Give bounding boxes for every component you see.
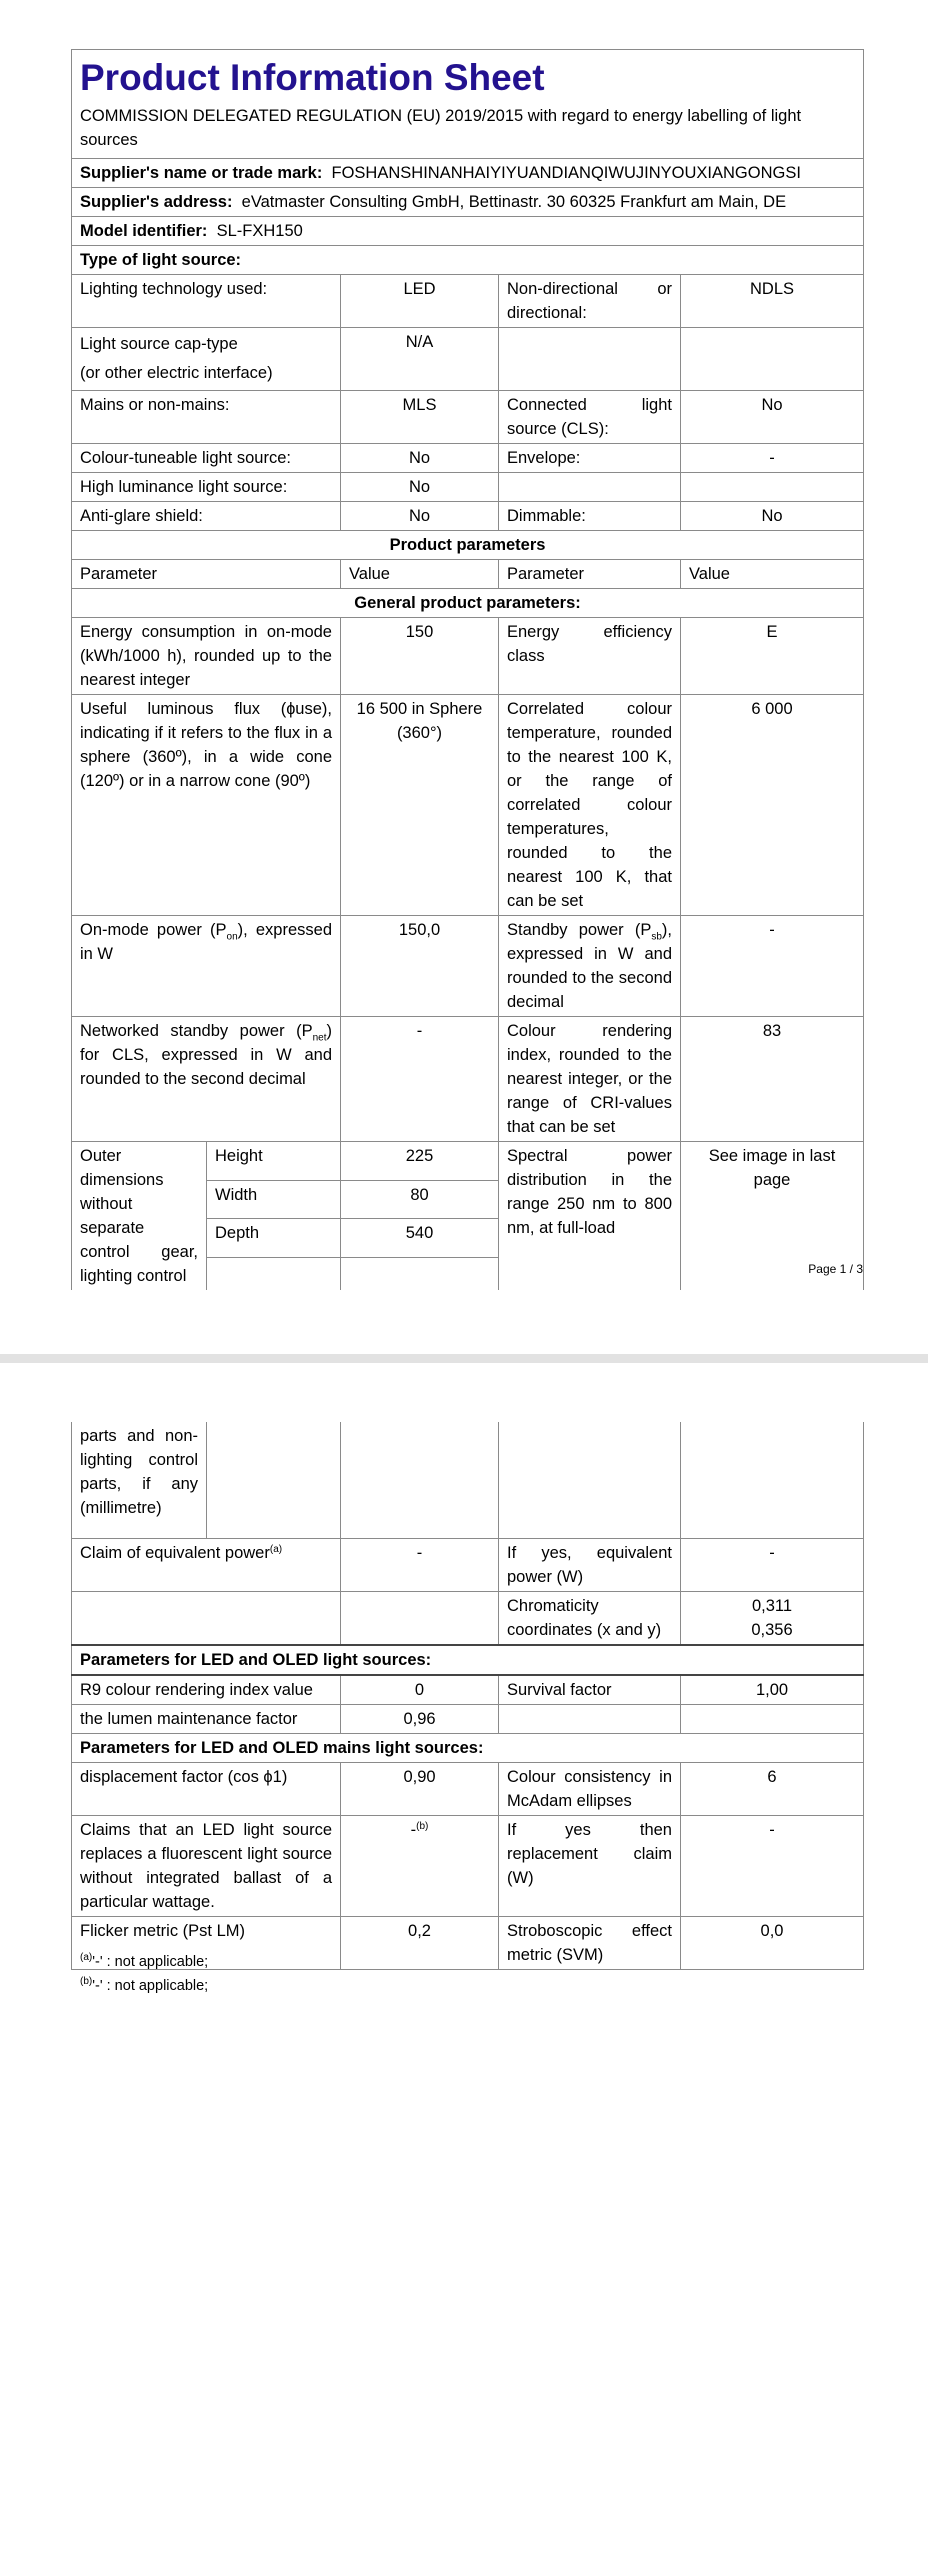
type-row [72, 328, 864, 391]
col-parameter: Parameter [72, 560, 341, 589]
type-row [72, 275, 864, 328]
type-value2: - [681, 444, 864, 473]
param-row [72, 1816, 864, 1917]
fluorescent-claim-label: Claims that an LED light source replaces a fluorescent light source without integrated ballast of a particular wattage. [72, 1816, 341, 1917]
type-label2: Non-directional or directional: [499, 275, 681, 328]
param-row [72, 618, 864, 695]
param-row [72, 1705, 864, 1734]
standby-power-value: - [681, 916, 864, 1017]
chromaticity-label: Chromaticity coordinates (x and y) [499, 1592, 681, 1646]
model-row [72, 217, 864, 246]
fluorescent-claim-value: -$^{(b)}$ [341, 1816, 499, 1917]
type-label: Light source cap-type (or other electric interface) [72, 328, 341, 391]
equivalent-power-value: - [341, 1539, 499, 1592]
spectral-distribution-label: Spectral power distribution in the range 250 nm to 800 nm, at full-load [499, 1142, 681, 1291]
width-value: 80 [341, 1180, 499, 1219]
type-row [72, 391, 864, 444]
chromaticity-value [681, 1592, 864, 1646]
page-number: Page 1 / 3 [808, 1262, 863, 1276]
type-label: High luminance light source: [72, 473, 341, 502]
col-value: Value [341, 560, 499, 589]
flicker-metric-label: Flicker metric (Pst LM) [72, 1917, 341, 1970]
lumen-maintenance-value: 0,96 [341, 1705, 499, 1734]
product-info-table-continued [71, 1422, 864, 1970]
flicker-metric-value: 0,2 [341, 1917, 499, 1970]
type-value2: No [681, 391, 864, 444]
type-label: Mains or non-mains: [72, 391, 341, 444]
product-sheet-page-2 [71, 1422, 863, 1970]
svm-label: Stroboscopic effect metric (SVM) [499, 1917, 681, 1970]
param-row [72, 695, 864, 916]
type-value: No [341, 444, 499, 473]
footnote-a: $^{(a)}$'-' : not applicable; [80, 1952, 209, 1970]
product-sheet-page-1 [71, 49, 863, 1290]
displacement-factor-value: 0,90 [341, 1763, 499, 1816]
type-label: Anti-glare shield: [72, 502, 341, 531]
networked-standby-label: Networked standby power $(P_{net})$ for CLS, expressed in W and rounded to the second decimal [72, 1017, 341, 1142]
led-params-heading: Parameters for LED and OLED light sources: [72, 1645, 864, 1675]
luminous-flux-label: Useful luminous flux (ɸuse), indicating if it refers to the flux in a sphere (360º), in a wide cone (120º) or in a narrow cone (90º) [72, 695, 341, 916]
depth-value: 540 [341, 1219, 499, 1258]
product-params-heading: Product parameters [72, 531, 864, 560]
survival-factor-value: 1,00 [681, 1675, 864, 1705]
type-value: LED [341, 275, 499, 328]
param-row [72, 1422, 864, 1539]
equivalent-watts-label: If yes, equivalent power (W) [499, 1539, 681, 1592]
colour-consistency-value: 6 [681, 1763, 864, 1816]
cri-label: Colour rendering index, rounded to the nearest integer, or the range of CRI-values that can be set [499, 1017, 681, 1142]
on-mode-power-value: 150,0 [341, 916, 499, 1017]
param-row [72, 1592, 864, 1646]
standby-power-label: Standby power $(P_{sb})$, expressed in W and rounded to the second decimal [499, 916, 681, 1017]
height-label: Height [207, 1142, 341, 1181]
param-row [72, 1675, 864, 1705]
supplier-name-label: Supplier's name or trade mark: [80, 164, 323, 182]
footnotes [80, 1950, 208, 1998]
type-value: N/A [341, 328, 499, 391]
type-value: No [341, 502, 499, 531]
type-value: No [341, 473, 499, 502]
displacement-factor-label: displacement factor (cos ϕ1) [72, 1763, 341, 1816]
equivalent-power-label: Claim of equivalent power$^{(a)}$ [72, 1539, 341, 1592]
chromaticity-y: 0,356 [751, 1621, 793, 1639]
regulation-subtitle: COMMISSION DELEGATED REGULATION (EU) 2019/2015 with regard to energy labelling of light sources [72, 104, 864, 159]
column-header-row [72, 560, 864, 589]
replacement-claim-value: - [681, 1816, 864, 1917]
type-row [72, 444, 864, 473]
type-value: MLS [341, 391, 499, 444]
r9-value: 0 [341, 1675, 499, 1705]
model-label: Model identifier: [80, 222, 208, 240]
replacement-claim-label: If yes then replacement claim (W) [499, 1816, 681, 1917]
cct-value: 6 000 [681, 695, 864, 916]
type-heading: Type of light source: [72, 246, 864, 275]
mains-params-heading: Parameters for LED and OLED mains light sources: [72, 1734, 864, 1763]
type-value2: NDLS [681, 275, 864, 328]
supplier-name-value: FOSHANSHINANHAIYIYUANDIANQIWUJINYOUXIANGONGSI [331, 164, 801, 182]
type-value2: No [681, 502, 864, 531]
page-separator [0, 1354, 928, 1363]
type-label2: Connected light source (CLS): [499, 391, 681, 444]
type-label2: Dimmable: [499, 502, 681, 531]
supplier-name-row [72, 159, 864, 188]
efficiency-class-value: E [681, 618, 864, 695]
supplier-address-row [72, 188, 864, 217]
type-value2 [681, 328, 864, 391]
type-row [72, 502, 864, 531]
type-label2 [499, 328, 681, 391]
supplier-address-label: Supplier's address: [80, 193, 233, 211]
energy-consumption-label: Energy consumption in on-mode (kWh/1000 h), rounded up to the nearest integer [72, 618, 341, 695]
cct-label: Correlated colour temperature, rounded to the nearest 100 K, or the range of correlated colour temperatures, rounded to the nearest 100 K, that can be set [499, 695, 681, 916]
on-mode-power-label: On-mode power $(P_{on})$, expressed in W [72, 916, 341, 1017]
type-value2 [681, 473, 864, 502]
col-value2: Value [681, 560, 864, 589]
type-row [72, 473, 864, 502]
param-row [72, 1763, 864, 1816]
networked-standby-value: - [341, 1017, 499, 1142]
supplier-address-value: eVatmaster Consulting GmbH, Bettinastr. 30 60325 Frankfurt am Main, DE [241, 193, 787, 211]
chromaticity-x: 0,311 [751, 1597, 793, 1615]
depth-label: Depth [207, 1219, 341, 1258]
luminous-flux-value: 16 500 in Sphere (360°) [341, 695, 499, 916]
outer-dimensions-label-continued: parts and non-lighting control parts, if any (millimetre) [72, 1422, 207, 1539]
svm-value: 0,0 [681, 1917, 864, 1970]
page-title: Product Information Sheet [72, 50, 864, 105]
spectral-distribution-value: See image in last page [681, 1142, 864, 1291]
survival-factor-label: Survival factor [499, 1675, 681, 1705]
param-row [72, 1017, 864, 1142]
footnote-b: $^{(b)}$'-' : not applicable; [80, 1976, 209, 1994]
width-label: Width [207, 1180, 341, 1219]
equivalent-watts-value: - [681, 1539, 864, 1592]
param-row [72, 916, 864, 1017]
type-label: Colour-tuneable light source: [72, 444, 341, 473]
colour-consistency-label: Colour consistency in McAdam ellipses [499, 1763, 681, 1816]
r9-label: R9 colour rendering index value [72, 1675, 341, 1705]
energy-consumption-value: 150 [341, 618, 499, 695]
cri-value: 83 [681, 1017, 864, 1142]
param-row [72, 1142, 864, 1181]
type-label2 [499, 473, 681, 502]
type-label: Lighting technology used: [72, 275, 341, 328]
type-label2: Envelope: [499, 444, 681, 473]
outer-dimensions-label: Outer dimensions without separate control gear, lighting control [72, 1142, 207, 1291]
lumen-maintenance-label: the lumen maintenance factor [72, 1705, 341, 1734]
product-info-table [71, 49, 864, 1290]
model-value: SL-FXH150 [216, 222, 303, 240]
param-row [72, 1539, 864, 1592]
general-params-heading: General product parameters: [72, 589, 864, 618]
height-value: 225 [341, 1142, 499, 1181]
efficiency-class-label: Energy efficiency class [499, 618, 681, 695]
col-parameter2: Parameter [499, 560, 681, 589]
